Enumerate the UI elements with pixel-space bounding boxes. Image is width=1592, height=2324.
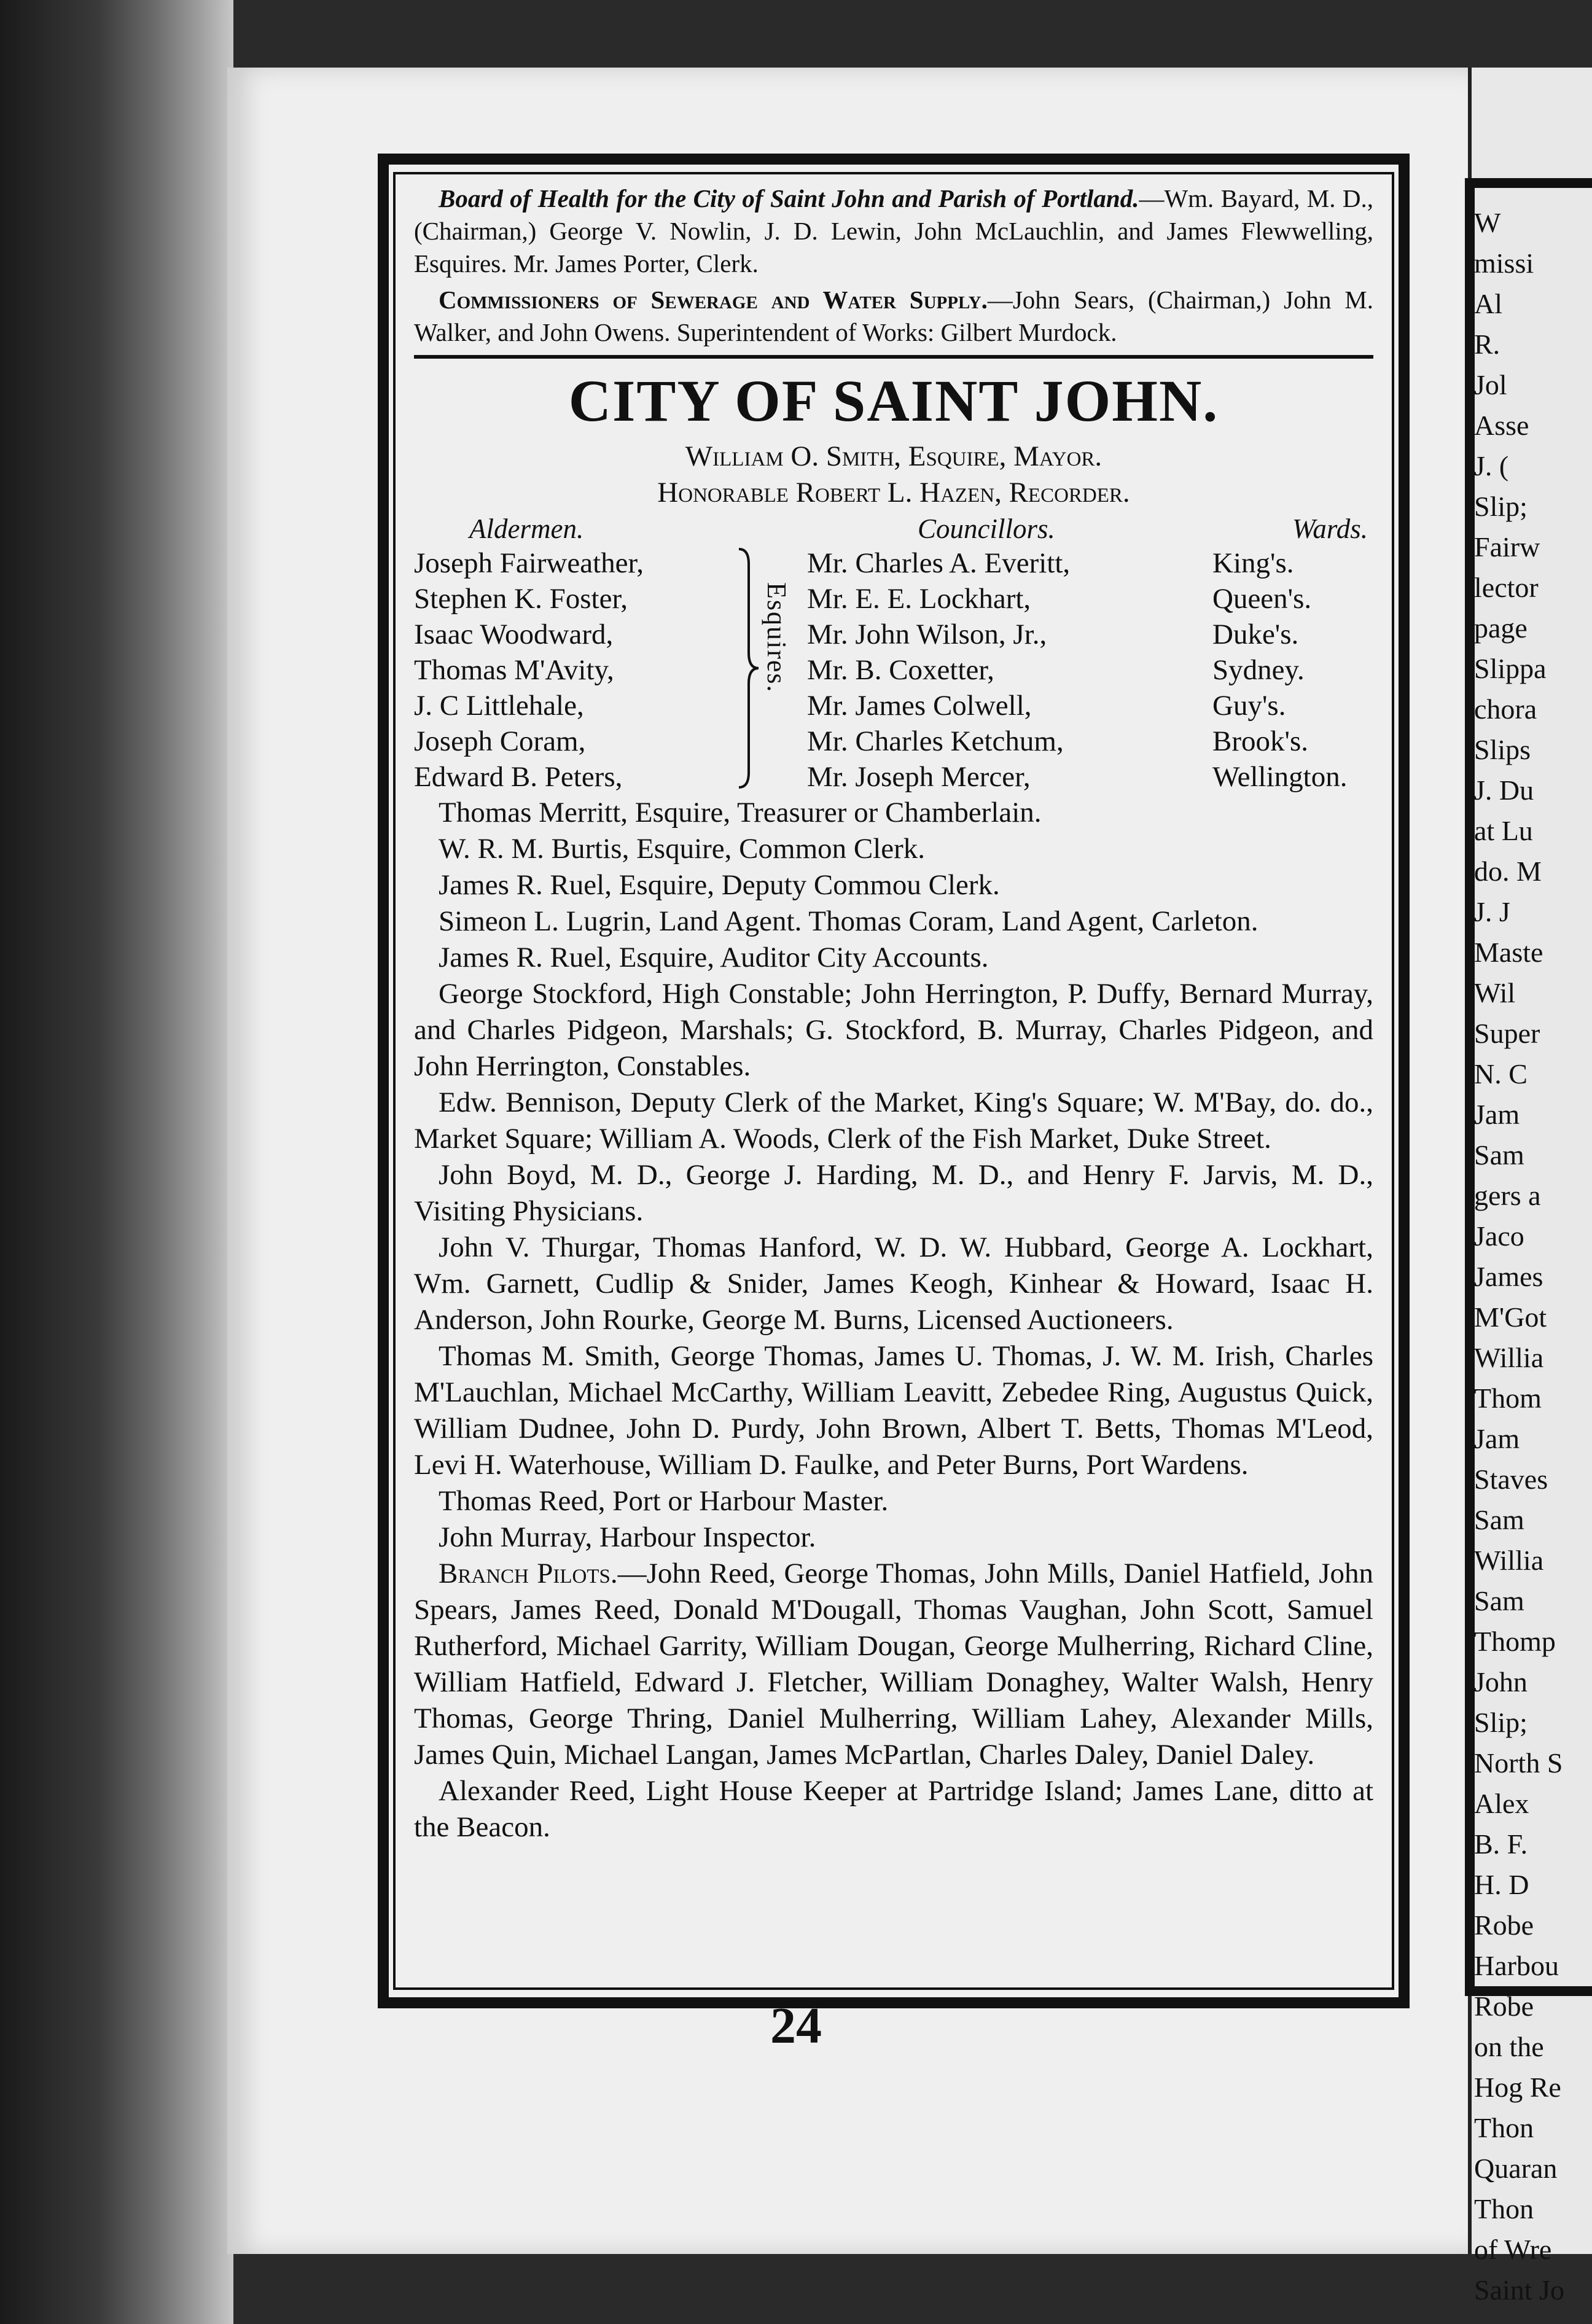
right-page-fragment: J. Du <box>1474 774 1534 806</box>
right-page-fragment: W <box>1474 207 1501 238</box>
officer-paragraph: James R. Ruel, Esquire, Deputy Commou Clerk. <box>439 869 1000 901</box>
page-number: 24 <box>770 1997 822 2054</box>
right-page-fragment: Staves <box>1474 1464 1548 1495</box>
mayor-line: William O. Smith, Esquire, Mayor. <box>685 440 1102 472</box>
branch-pilots-heading: Branch Pilots. <box>439 1558 618 1589</box>
lighthouse-paragraph: Alexander Reed, Light House Keeper at Partridge Island; James Lane, ditto at the Beacon. <box>414 1775 1373 1843</box>
right-page-fragment: at Lu <box>1474 815 1533 846</box>
right-page-fragment: Wil <box>1474 977 1516 1008</box>
officer-paragraph: John V. Thurgar, Thomas Hanford, W. D. W. Hubbard, George A. Lockhart, Wm. Garnett, Cudlip & Snider, James Keogh, Kinhear & Howard, Isaac H. Anderson, John Rourke, George M. Burns, Licensed Auctioneers. <box>414 1231 1373 1336</box>
right-page-fragment: Thomp <box>1474 1626 1556 1657</box>
officer-paragraph: John Boyd, M. D., George J. Harding, M. D., and Henry F. Jarvis, M. D., Visiting Physicians. <box>414 1159 1373 1227</box>
right-page-fragment: Thom <box>1474 1382 1542 1414</box>
right-page-fragment: Al <box>1474 288 1502 319</box>
right-page-fragment: on the <box>1474 2031 1544 2062</box>
right-page-fragment: Willia <box>1474 1545 1544 1576</box>
right-page-fragment: Saint Jo <box>1474 2274 1564 2306</box>
right-page-fragment: John <box>1474 1666 1528 1698</box>
right-page-fragment: gers a <box>1474 1180 1541 1211</box>
councillor-name: Mr. E. E. Lockhart, <box>807 583 1031 615</box>
right-page-fragment: N. C <box>1474 1058 1528 1090</box>
ward-name: King's. <box>1212 547 1294 579</box>
branch-pilots-text: —John Reed, George Thomas, John Mills, Daniel Hatfield, John Spears, James Reed, Donald M'Dougall, Thomas Vaughan, John Scott, Samuel Rutherford, Michael Garrity, William Dougan, George Mulherring, Richard Cline, William Hatfield, Edward J. Fletcher, William Donaghey, Walter Walsh, Henry Thomas, George Thring, Daniel Mulherring, William Lahey, Alexander Mills, James Quin, Michael Langan, James McPartlan, Charles Daley, Daniel Daley. <box>414 1558 1373 1771</box>
right-page-fragment: chora <box>1474 693 1537 725</box>
page-content <box>399 175 1388 1987</box>
branch-pilots <box>414 1556 1373 1773</box>
aldermen-header: Aldermen. <box>469 513 584 544</box>
section-rule <box>414 355 1373 359</box>
right-page-fragment: missi <box>1474 248 1534 279</box>
right-page-fragment: do. M <box>1474 856 1542 887</box>
right-page-fragment: J. J <box>1474 896 1510 927</box>
brace-icon <box>736 545 761 791</box>
officer-paragraph: Thomas Merritt, Esquire, Treasurer or Chamberlain. <box>439 797 1042 829</box>
officer-paragraph: W. R. M. Burtis, Esquire, Common Clerk. <box>439 833 926 865</box>
councillor-name: Mr. Charles Ketchum, <box>807 725 1064 757</box>
alderman-name: Edward B. Peters, <box>414 761 623 793</box>
alderman-name: Stephen K. Foster, <box>414 583 628 615</box>
commissioners-heading: Commissioners of Sewerage and Water Supply. <box>439 286 988 314</box>
right-page-text <box>1474 203 1592 2310</box>
officer-paragraph: James R. Ruel, Esquire, Auditor City Accounts. <box>439 942 989 973</box>
right-page-fragment: Jol <box>1474 369 1507 400</box>
ward-name: Queen's. <box>1212 583 1312 615</box>
right-page-fragment: Willia <box>1474 1342 1544 1373</box>
commissioners <box>414 284 1373 349</box>
right-page-fragment: of Wre <box>1474 2234 1552 2265</box>
right-page-fragment: R. <box>1474 329 1500 360</box>
right-page-fragment: Slips <box>1474 734 1531 765</box>
councillor-name: Mr. Charles A. Everitt, <box>807 547 1071 579</box>
board-of-health <box>414 182 1373 280</box>
council-roster <box>414 545 1373 795</box>
right-page-fragment: Fairw <box>1474 531 1540 563</box>
right-page-fragment: Thon <box>1474 2112 1534 2143</box>
officer-paragraph: Simeon L. Lugrin, Land Agent. Thomas Coram, Land Agent, Carleton. <box>439 905 1258 937</box>
right-page-fragment: Super <box>1474 1018 1540 1049</box>
alderman-name: Joseph Fairweather, <box>414 547 644 579</box>
alderman-name: Joseph Coram, <box>414 725 586 757</box>
officer-paragraph: George Stockford, High Constable; John Herrington, P. Duffy, Bernard Murray, and Charles Pidgeon, Marshals; G. Stockford, B. Murray, Charles Pidgeon, and John Herrington, Constables. <box>414 978 1373 1082</box>
officer-paragraph: Edw. Bennison, Deputy Clerk of the Market, King's Square; W. M'Bay, do. do., Market Square; William A. Woods, Clerk of the Fish Market, Duke Street. <box>414 1086 1373 1155</box>
alderman-name: Isaac Woodward, <box>414 618 614 650</box>
councillor-name: Mr. James Colwell, <box>807 690 1032 722</box>
right-page-fragment: Slip; <box>1474 1707 1528 1738</box>
ward-name: Sydney. <box>1212 654 1305 686</box>
right-page-fragment: Jam <box>1474 1423 1520 1454</box>
right-page-fragment: North S <box>1474 1747 1563 1779</box>
right-page-fragment: Thon <box>1474 2193 1534 2225</box>
right-page-fragment: page <box>1474 612 1528 644</box>
right-page-fragment: Sam <box>1474 1139 1524 1171</box>
right-page-fragment: Jam <box>1474 1099 1520 1130</box>
book-spine <box>0 0 233 2324</box>
ward-name: Brook's. <box>1212 725 1309 757</box>
ward-name: Duke's. <box>1212 618 1299 650</box>
right-page-fragment: Sam <box>1474 1585 1524 1616</box>
right-page-fragment: M'Got <box>1474 1301 1547 1333</box>
commissioners-text: —John Sears, (Chairman,) John M. Walker, and John Owens. Superintendent of Works: Gilbert Murdock. <box>414 286 1373 346</box>
wards-header: Wards. <box>1292 513 1368 544</box>
right-page-fragment: Sam <box>1474 1504 1524 1535</box>
right-page-fragment: Maste <box>1474 937 1543 968</box>
ward-name: Guy's. <box>1212 690 1286 722</box>
right-page-fragment: J. ( <box>1474 450 1509 482</box>
officer-paragraph: Thomas Reed, Port or Harbour Master. <box>439 1485 889 1517</box>
ward-name: Wellington. <box>1212 761 1348 793</box>
wards-list <box>1212 545 1397 795</box>
esquires-label: Esquires. <box>762 582 792 693</box>
board-of-health-heading: Board of Health for the City of Saint John and Parish of Portland. <box>439 184 1139 213</box>
right-page-fragment: Hog Re <box>1474 2072 1561 2103</box>
right-page-fragment: Jaco <box>1474 1220 1524 1252</box>
right-page-fragment: Slip; <box>1474 491 1528 522</box>
council-headers <box>414 511 1373 545</box>
councillor-name: Mr. Joseph Mercer, <box>807 761 1031 793</box>
aldermen-list <box>414 545 733 795</box>
right-page-fragment: Robe <box>1474 1909 1534 1941</box>
right-page-fragment: Alex <box>1474 1788 1529 1819</box>
right-page-fragment: B. F. <box>1474 1828 1528 1860</box>
right-page-fragment: H. D <box>1474 1869 1529 1900</box>
right-page-fragment: Slippa <box>1474 653 1547 684</box>
page-title: CITY OF SAINT JOHN. <box>568 368 1219 434</box>
right-page-fragment: James <box>1474 1261 1543 1292</box>
officer-paragraph: John Murray, Harbour Inspector. <box>439 1521 816 1553</box>
right-page-fragment: Harbou <box>1474 1950 1559 1981</box>
councillors-list <box>807 545 1200 795</box>
right-page-fragment: lector <box>1474 572 1539 603</box>
councillor-name: Mr. John Wilson, Jr., <box>807 618 1047 650</box>
councillors-header: Councillors. <box>918 513 1055 544</box>
alderman-name: Thomas M'Avity, <box>414 654 614 686</box>
right-page-fragment: Robe <box>1474 1991 1534 2022</box>
right-page-fragment: Asse <box>1474 410 1529 441</box>
recorder-line: Honorable Robert L. Hazen, Recorder. <box>657 477 1130 509</box>
councillor-name: Mr. B. Coxetter, <box>807 654 994 686</box>
alderman-name: J. C Littlehale, <box>414 690 584 722</box>
board-of-health-text: —Wm. Bayard, M. D., (Chairman,) George V. Nowlin, J. D. Lewin, John McLauchlin, and James Flewwelling, Esquires. Mr. James Porter, Clerk. <box>414 184 1373 278</box>
right-page-fragment: Quaran <box>1474 2153 1558 2184</box>
officer-paragraph: Thomas M. Smith, George Thomas, James U. Thomas, J. W. M. Irish, Charles M'Lauchlan, Michael McCarthy, William Leavitt, Zebedee Ring, Augustus Quick, William Dudnee, John D. Purdy, John Brown, Albert T. Betts, Thomas M'Leod, Levi H. Waterhouse, William D. Faulke, and Peter Burns, Port Wardens. <box>414 1340 1373 1481</box>
